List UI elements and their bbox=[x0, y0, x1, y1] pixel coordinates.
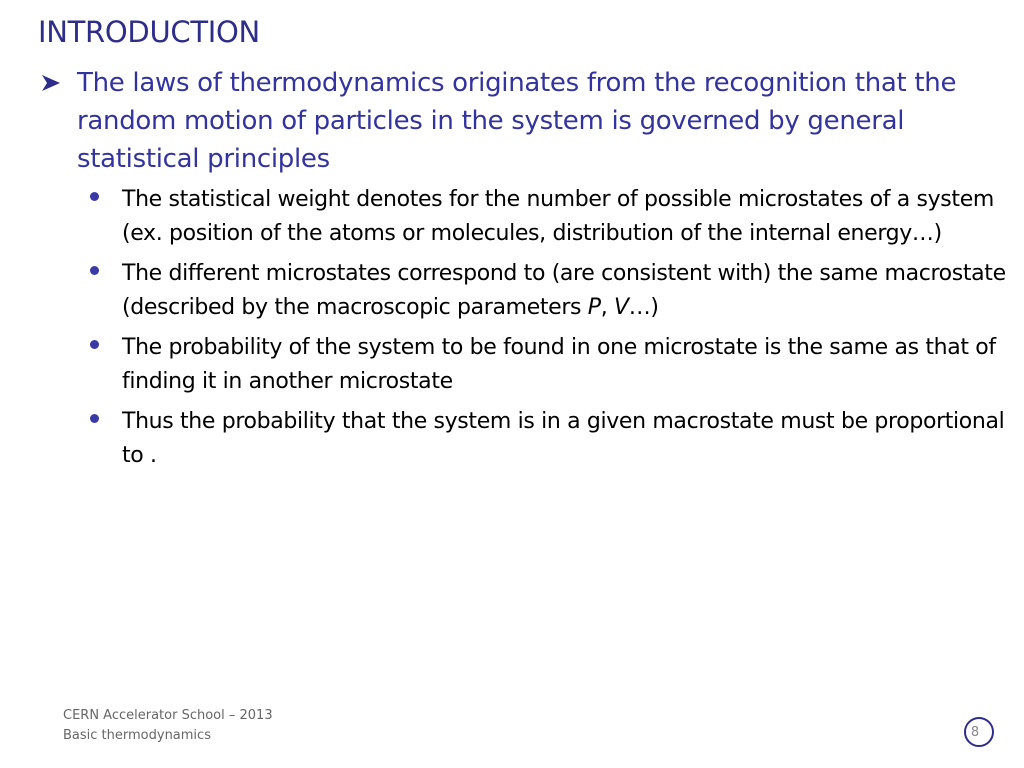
dot-bullet-icon bbox=[90, 414, 99, 423]
dot-bullet-icon bbox=[90, 192, 99, 201]
variable-p: P bbox=[587, 295, 601, 320]
dot-bullet-icon bbox=[90, 340, 99, 349]
page-number-badge bbox=[964, 717, 994, 747]
sub-bullet-separator: , bbox=[600, 295, 615, 320]
page-number: 8 bbox=[970, 725, 980, 740]
footer-event: CERN Accelerator School – 2013 bbox=[63, 708, 273, 723]
sub-bullet-2 bbox=[84, 257, 1014, 325]
footer-topic: Basic thermodynamics bbox=[63, 728, 211, 743]
sub-bullet-text bbox=[122, 261, 1006, 320]
sub-bullet-text-before: The different microstates correspond to (are consistent with) the same macrostate (described by the macroscopic parameters bbox=[122, 261, 1006, 320]
slide-footer bbox=[63, 706, 273, 746]
arrow-bullet-icon bbox=[40, 72, 62, 94]
slide-title: INTRODUCTION bbox=[38, 15, 260, 49]
sub-bullet-3 bbox=[84, 331, 1014, 399]
sub-bullet-1 bbox=[84, 183, 1014, 251]
dot-bullet-icon bbox=[90, 266, 99, 275]
main-bullet bbox=[40, 64, 980, 178]
sub-bullet-text-after: …) bbox=[628, 295, 659, 320]
sub-bullet-4 bbox=[84, 405, 1014, 473]
sub-bullet-text: The probability of the system to be found in one microstate is the same as that of finding it in another microstate bbox=[122, 335, 996, 394]
main-bullet-text: The laws of thermodynamics originates from the recognition that the random motion of particles in the system is governed by general statistical principles bbox=[77, 68, 957, 174]
sub-bullet-list bbox=[84, 183, 1014, 479]
sub-bullet-text: The statistical weight denotes for the number of possible microstates of a system (ex. position of the atoms or molecules, distribution of the internal energy…) bbox=[122, 187, 994, 246]
variable-v: V bbox=[614, 295, 629, 320]
sub-bullet-text: Thus the probability that the system is in a given macrostate must be proportional to . bbox=[122, 409, 1005, 468]
